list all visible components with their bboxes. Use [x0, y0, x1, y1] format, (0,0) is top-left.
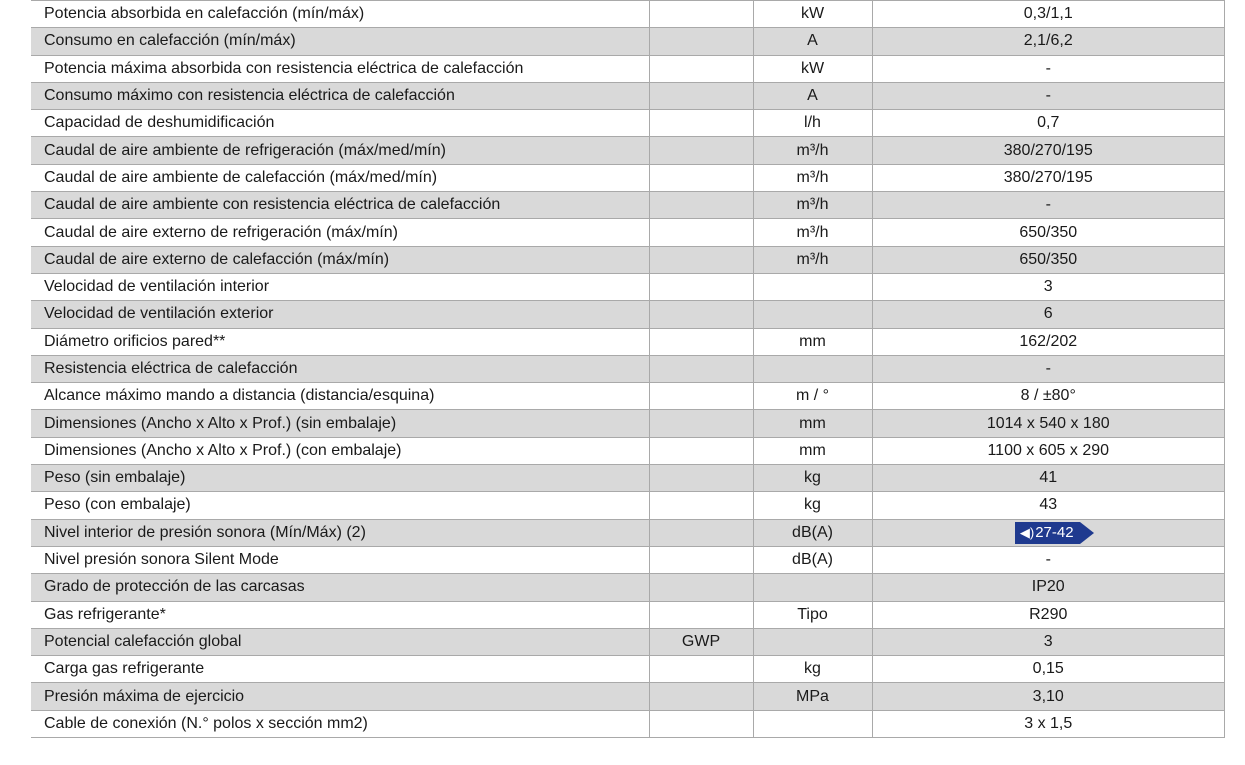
spec-name-cell: Nivel presión sonora Silent Mode: [31, 546, 649, 573]
table-row: [31, 546, 1225, 573]
table-row: [31, 656, 1225, 683]
spec-extra-cell: [649, 328, 753, 355]
table-row: [31, 683, 1225, 710]
spec-name-cell: Potencia máxima absorbida con resistencia eléctrica de calefacción: [31, 55, 649, 82]
spec-extra-cell: [649, 219, 753, 246]
spec-name-cell: Capacidad de deshumidificación: [31, 110, 649, 137]
spec-value-cell: -: [872, 355, 1225, 382]
spec-unit-cell: dB(A): [753, 546, 872, 573]
spec-extra-cell: [649, 192, 753, 219]
table-row: [31, 355, 1225, 382]
sound-level-badge: [1015, 522, 1080, 544]
spec-extra-cell: [649, 164, 753, 191]
spec-unit-cell: mm: [753, 410, 872, 437]
spec-unit-cell: l/h: [753, 110, 872, 137]
spec-value-cell: -: [872, 192, 1225, 219]
spec-extra-cell: [649, 82, 753, 109]
spec-unit-cell: A: [753, 28, 872, 55]
spec-name-cell: Gas refrigerante*: [31, 601, 649, 628]
spec-value-cell: 1100 x 605 x 290: [872, 437, 1225, 464]
spec-extra-cell: [649, 574, 753, 601]
spec-value-cell: IP20: [872, 574, 1225, 601]
table-row: [31, 28, 1225, 55]
spec-unit-cell: kW: [753, 1, 872, 28]
table-row: [31, 55, 1225, 82]
spec-value-cell: 43: [872, 492, 1225, 519]
spec-extra-cell: [649, 465, 753, 492]
spec-unit-cell: kg: [753, 465, 872, 492]
spec-value-cell: 650/350: [872, 246, 1225, 273]
spec-value-cell: 6: [872, 301, 1225, 328]
table-row: [31, 492, 1225, 519]
spec-extra-cell: [649, 246, 753, 273]
spec-extra-cell: [649, 519, 753, 546]
table-row: [31, 519, 1225, 546]
spec-unit-cell: m / °: [753, 383, 872, 410]
spec-value-cell: 41: [872, 465, 1225, 492]
table-row: [31, 219, 1225, 246]
spec-unit-cell: [753, 355, 872, 382]
spec-unit-cell: m³/h: [753, 137, 872, 164]
spec-name-cell: Peso (sin embalaje): [31, 465, 649, 492]
table-row: [31, 164, 1225, 191]
spec-extra-cell: [649, 273, 753, 300]
spec-name-cell: Alcance máximo mando a distancia (distancia/esquina): [31, 383, 649, 410]
spec-value-cell: 650/350: [872, 219, 1225, 246]
spec-unit-cell: mm: [753, 328, 872, 355]
table-row: [31, 192, 1225, 219]
spec-name-cell: Cable de conexión (N.° polos x sección mm2): [31, 710, 649, 737]
spec-extra-cell: [649, 301, 753, 328]
spec-name-cell: Carga gas refrigerante: [31, 656, 649, 683]
spec-name-cell: Caudal de aire ambiente de calefacción (máx/med/mín): [31, 164, 649, 191]
spec-name-cell: Velocidad de ventilación exterior: [31, 301, 649, 328]
spec-name-cell: Nivel interior de presión sonora (Mín/Máx) (2): [31, 519, 649, 546]
spec-unit-cell: [753, 710, 872, 737]
spec-extra-cell: [649, 55, 753, 82]
spec-value-cell: [872, 519, 1225, 546]
spec-table-body: [31, 1, 1225, 738]
spec-name-cell: Caudal de aire ambiente con resistencia eléctrica de calefacción: [31, 192, 649, 219]
table-row: [31, 383, 1225, 410]
spec-unit-cell: [753, 301, 872, 328]
spec-name-cell: Diámetro orificios pared**: [31, 328, 649, 355]
spec-value-cell: 3 x 1,5: [872, 710, 1225, 737]
spec-extra-cell: [649, 383, 753, 410]
spec-value-cell: 380/270/195: [872, 137, 1225, 164]
table-row: [31, 437, 1225, 464]
spec-unit-cell: [753, 628, 872, 655]
spec-name-cell: Consumo máximo con resistencia eléctrica de calefacción: [31, 82, 649, 109]
table-row: [31, 1, 1225, 28]
spec-value-cell: 0,7: [872, 110, 1225, 137]
spec-value-cell: R290: [872, 601, 1225, 628]
speaker-icon: ◀): [1019, 524, 1035, 540]
spec-value-cell: -: [872, 82, 1225, 109]
spec-name-cell: Potencial calefacción global: [31, 628, 649, 655]
spec-name-cell: Potencia absorbida en calefacción (mín/máx): [31, 1, 649, 28]
spec-name-cell: Grado de protección de las carcasas: [31, 574, 649, 601]
spec-extra-cell: [649, 1, 753, 28]
spec-unit-cell: mm: [753, 437, 872, 464]
spec-value-cell: 3: [872, 628, 1225, 655]
spec-name-cell: Presión máxima de ejercicio: [31, 683, 649, 710]
spec-extra-cell: [649, 110, 753, 137]
table-row: [31, 465, 1225, 492]
table-row: [31, 410, 1225, 437]
table-row: [31, 137, 1225, 164]
spec-value-cell: -: [872, 546, 1225, 573]
spec-name-cell: Caudal de aire externo de refrigeración (máx/mín): [31, 219, 649, 246]
spec-unit-cell: Tipo: [753, 601, 872, 628]
spec-name-cell: Consumo en calefacción (mín/máx): [31, 28, 649, 55]
spec-extra-cell: [649, 546, 753, 573]
spec-value-cell: 0,3/1,1: [872, 1, 1225, 28]
table-row: [31, 273, 1225, 300]
spec-extra-cell: [649, 683, 753, 710]
spec-extra-cell: [649, 137, 753, 164]
spec-value-cell: -: [872, 55, 1225, 82]
spec-name-cell: Peso (con embalaje): [31, 492, 649, 519]
spec-extra-cell: GWP: [649, 628, 753, 655]
spec-extra-cell: [649, 437, 753, 464]
spec-name-cell: Dimensiones (Ancho x Alto x Prof.) (sin embalaje): [31, 410, 649, 437]
spec-extra-cell: [649, 710, 753, 737]
spec-extra-cell: [649, 410, 753, 437]
spec-unit-cell: kg: [753, 656, 872, 683]
spec-unit-cell: dB(A): [753, 519, 872, 546]
spec-value-cell: 0,15: [872, 656, 1225, 683]
table-row: [31, 110, 1225, 137]
table-row: [31, 82, 1225, 109]
spec-unit-cell: kW: [753, 55, 872, 82]
spec-extra-cell: [649, 355, 753, 382]
spec-unit-cell: m³/h: [753, 219, 872, 246]
spec-name-cell: Caudal de aire ambiente de refrigeración (máx/med/mín): [31, 137, 649, 164]
spec-name-cell: Caudal de aire externo de calefacción (máx/mín): [31, 246, 649, 273]
table-row: [31, 246, 1225, 273]
spec-unit-cell: m³/h: [753, 164, 872, 191]
spec-value-cell: 3,10: [872, 683, 1225, 710]
table-row: [31, 601, 1225, 628]
spec-extra-cell: [649, 656, 753, 683]
spec-value-cell: 2,1/6,2: [872, 28, 1225, 55]
spec-extra-cell: [649, 492, 753, 519]
spec-value-cell: 380/270/195: [872, 164, 1225, 191]
spec-value-cell: 162/202: [872, 328, 1225, 355]
spec-name-cell: Dimensiones (Ancho x Alto x Prof.) (con embalaje): [31, 437, 649, 464]
spec-unit-cell: MPa: [753, 683, 872, 710]
spec-value-cell: 8 / ±80°: [872, 383, 1225, 410]
table-row: [31, 328, 1225, 355]
spec-unit-cell: m³/h: [753, 246, 872, 273]
table-row: [31, 301, 1225, 328]
spec-unit-cell: kg: [753, 492, 872, 519]
spec-name-cell: Velocidad de ventilación interior: [31, 273, 649, 300]
sound-level-value: 27-42: [1035, 523, 1074, 541]
spec-table: [31, 0, 1225, 738]
spec-value-cell: 3: [872, 273, 1225, 300]
spec-extra-cell: [649, 601, 753, 628]
spec-unit-cell: [753, 574, 872, 601]
table-row: [31, 628, 1225, 655]
spec-extra-cell: [649, 28, 753, 55]
spec-unit-cell: A: [753, 82, 872, 109]
spec-unit-cell: m³/h: [753, 192, 872, 219]
spec-value-cell: 1014 x 540 x 180: [872, 410, 1225, 437]
table-row: [31, 710, 1225, 737]
spec-unit-cell: [753, 273, 872, 300]
table-row: [31, 574, 1225, 601]
spec-name-cell: Resistencia eléctrica de calefacción: [31, 355, 649, 382]
